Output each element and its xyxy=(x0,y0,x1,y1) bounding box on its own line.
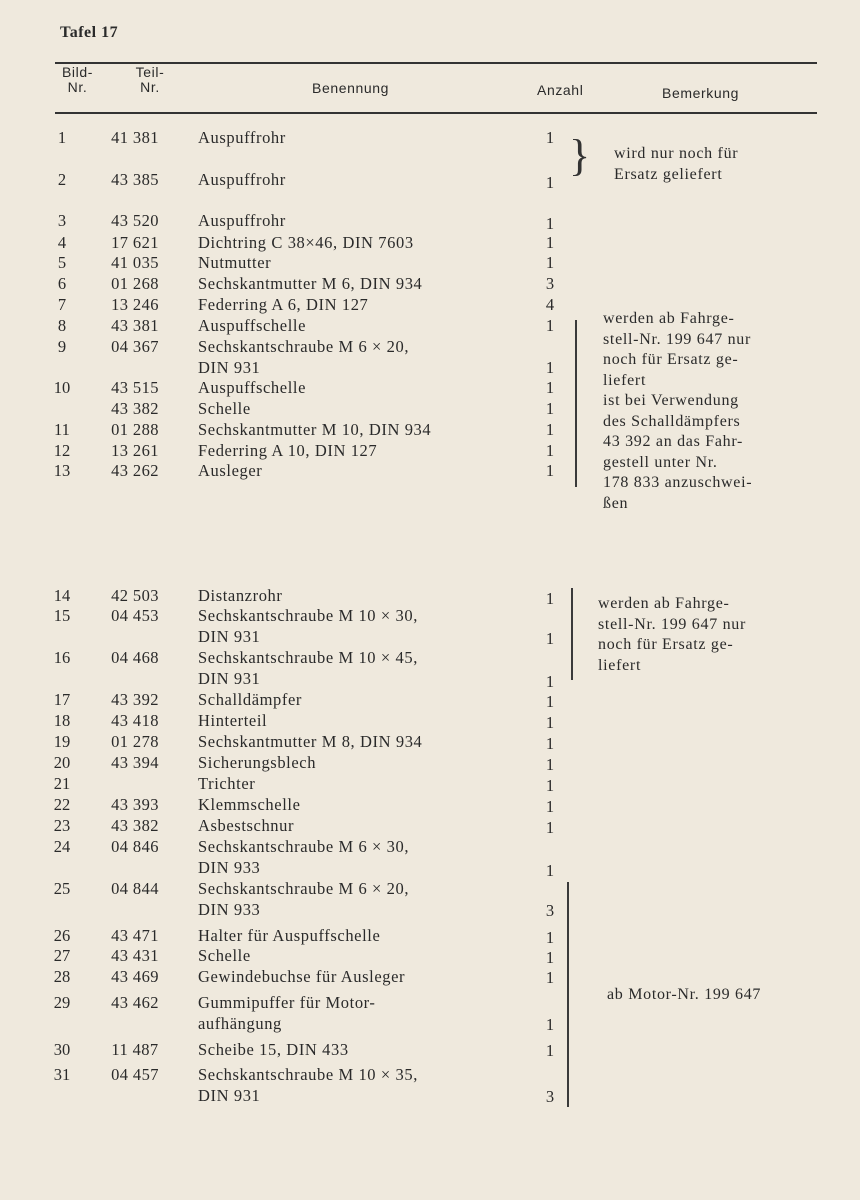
header-anzahl: Anzahl xyxy=(537,82,584,98)
remark-line: liefert xyxy=(603,371,647,389)
remark-line: werden ab Fahrge- xyxy=(598,595,730,612)
anzahl: 1 xyxy=(545,173,555,192)
bild-nr: 25 xyxy=(53,879,71,898)
teil-nr: 04 846 xyxy=(111,837,159,856)
name-line2: DIN 931 xyxy=(198,627,261,646)
anzahl: 1 xyxy=(545,928,555,947)
bild-nr: 10 xyxy=(53,378,71,397)
bild-nr: 23 xyxy=(53,816,71,835)
bild-nr: 9 xyxy=(57,337,67,356)
teil-nr: 43 462 xyxy=(111,993,159,1012)
teil-nr: 04 453 xyxy=(111,606,159,625)
remark-block xyxy=(603,309,815,514)
bild-nr: 13 xyxy=(53,461,71,480)
teil-nr: 43 520 xyxy=(111,211,159,230)
anzahl: 1 xyxy=(545,378,555,397)
name-line1: Trichter xyxy=(198,774,256,793)
anzahl: 1 xyxy=(545,672,555,691)
header-benennung: Benennung xyxy=(312,80,390,96)
anzahl: 1 xyxy=(545,399,555,418)
teil-nr: 04 367 xyxy=(111,337,159,356)
remark-line: stell-Nr. 199 647 nur xyxy=(598,615,747,633)
anzahl: 1 xyxy=(545,734,555,753)
anzahl: 1 xyxy=(545,797,555,816)
benennung xyxy=(198,252,498,273)
benennung xyxy=(198,377,498,398)
benennung xyxy=(198,1039,498,1060)
benennung xyxy=(198,731,498,752)
bild-nr: 31 xyxy=(53,1065,71,1084)
teil-nr: 42 503 xyxy=(111,586,159,605)
remark-block xyxy=(598,594,808,676)
teil-nr: 43 385 xyxy=(111,170,159,189)
anzahl: 1 xyxy=(545,358,555,377)
bild-nr: 2 xyxy=(57,170,67,189)
remark-line: wird nur noch für xyxy=(614,145,739,162)
remark-line: ßen xyxy=(603,494,629,512)
teil-nr: 43 382 xyxy=(111,816,159,835)
benennung xyxy=(198,794,498,815)
benennung xyxy=(198,878,498,920)
name-line1: Sechskantschraube M 6 × 30, xyxy=(198,837,410,856)
name-line1: Gewindebuchse für Ausleger xyxy=(198,967,406,986)
benennung xyxy=(198,773,498,794)
benennung xyxy=(198,336,498,378)
benennung xyxy=(198,169,498,190)
header-teil-nr xyxy=(125,65,175,95)
bild-nr: 29 xyxy=(53,993,71,1012)
teil-nr: 43 262 xyxy=(111,461,159,480)
name-line1: Auspuffrohr xyxy=(198,211,286,230)
remark-line: liefert xyxy=(598,656,642,674)
top-rule xyxy=(55,62,817,64)
remark-line: gestell unter Nr. xyxy=(603,453,718,471)
benennung xyxy=(198,273,498,294)
name-line1: Auspuffrohr xyxy=(198,128,286,147)
benennung xyxy=(198,398,498,419)
anzahl: 1 xyxy=(545,420,555,439)
benennung xyxy=(198,992,498,1034)
name-line1: Auspuffschelle xyxy=(198,316,306,335)
table-row xyxy=(0,878,860,920)
name-line1: Sicherungsblech xyxy=(198,753,317,772)
benennung xyxy=(198,710,498,731)
teil-nr: 43 515 xyxy=(111,378,159,397)
group-brace: } xyxy=(569,131,591,180)
teil-nr: 43 471 xyxy=(111,926,159,945)
bild-nr: 4 xyxy=(57,233,67,252)
group-bar xyxy=(575,320,577,487)
teil-nr: 43 392 xyxy=(111,690,159,709)
bild-nr: 1 xyxy=(57,128,67,147)
benennung xyxy=(198,836,498,878)
name-line1: Asbestschnur xyxy=(198,816,295,835)
remark-line: stell-Nr. 199 647 nur xyxy=(603,330,752,348)
anzahl: 1 xyxy=(545,1015,555,1034)
bild-nr: 5 xyxy=(57,253,67,272)
bild-nr: 17 xyxy=(53,690,71,709)
bild-nr: 28 xyxy=(53,967,71,986)
group-bar xyxy=(567,882,569,1107)
bild-nr: 6 xyxy=(57,274,67,293)
benennung xyxy=(198,925,498,946)
bild-nr: 8 xyxy=(57,316,67,335)
header-bild-nr xyxy=(55,65,100,95)
name-line1: Schelle xyxy=(198,946,251,965)
name-line1: Klemmschelle xyxy=(198,795,301,814)
benennung xyxy=(198,585,498,606)
anzahl: 1 xyxy=(545,589,555,608)
teil-nr: 04 844 xyxy=(111,879,159,898)
benennung xyxy=(198,689,498,710)
teil-nr: 13 261 xyxy=(111,441,159,460)
anzahl: 1 xyxy=(545,776,555,795)
benennung xyxy=(198,647,498,689)
teil-nr: 04 457 xyxy=(111,1065,159,1084)
teil-nr: 43 393 xyxy=(111,795,159,814)
benennung xyxy=(198,419,498,440)
name-line2: DIN 931 xyxy=(198,669,261,688)
anzahl: 3 xyxy=(545,274,555,293)
anzahl: 1 xyxy=(545,316,555,335)
header-bild-line1: Bild- xyxy=(61,64,93,80)
teil-nr: 04 468 xyxy=(111,648,159,667)
anzahl: 1 xyxy=(545,948,555,967)
benennung xyxy=(198,752,498,773)
remark-line: 178 833 anzuschwei- xyxy=(603,474,753,491)
bild-nr: 16 xyxy=(53,648,71,667)
name-line1: Scheibe 15, DIN 433 xyxy=(198,1040,349,1059)
teil-nr: 43 469 xyxy=(111,967,159,986)
name-line1: Federring A 10, DIN 127 xyxy=(198,441,378,460)
anzahl: 1 xyxy=(545,861,555,880)
remark-line: des Schalldämpfers xyxy=(603,412,741,430)
benennung xyxy=(198,315,498,336)
name-line1: Sechskantschraube M 6 × 20, xyxy=(198,879,410,898)
bild-nr: 22 xyxy=(53,795,71,814)
anzahl: 1 xyxy=(545,233,555,252)
remark-line: 43 392 an das Fahr- xyxy=(603,433,744,450)
anzahl: 3 xyxy=(545,901,555,920)
header-bemerkung: Bemerkung xyxy=(662,85,739,101)
bild-nr: 11 xyxy=(54,420,70,439)
name-line1: Sechskantmutter M 8, DIN 934 xyxy=(198,732,423,751)
name-line1: Dichtring C 38×46, DIN 7603 xyxy=(198,233,414,252)
header-teil-line2: Nr. xyxy=(140,79,160,95)
name-line1: Schelle xyxy=(198,399,251,418)
header-teil-line1: Teil- xyxy=(135,64,165,80)
anzahl: 1 xyxy=(545,755,555,774)
name-line2: DIN 933 xyxy=(198,858,261,877)
benennung xyxy=(198,294,498,315)
teil-nr: 43 431 xyxy=(111,946,159,965)
anzahl: 4 xyxy=(545,295,555,314)
name-line1: Auspuffschelle xyxy=(198,378,306,397)
benennung xyxy=(198,605,498,647)
name-line1: Distanzrohr xyxy=(198,586,283,605)
remark-block xyxy=(607,985,761,1006)
benennung xyxy=(198,440,498,461)
name-line1: Halter für Auspuffschelle xyxy=(198,926,381,945)
anzahl: 1 xyxy=(545,713,555,732)
teil-nr: 41 381 xyxy=(111,128,159,147)
anzahl: 1 xyxy=(545,128,555,147)
name-line1: Sechskantschraube M 10 × 35, xyxy=(198,1065,418,1084)
benennung xyxy=(198,232,498,253)
name-line1: Federring A 6, DIN 127 xyxy=(198,295,369,314)
remark-line: werden ab Fahrge- xyxy=(603,310,735,327)
name-line2: aufhängung xyxy=(198,1014,282,1033)
name-line1: Sechskantschraube M 6 × 20, xyxy=(198,337,410,356)
bild-nr: 15 xyxy=(53,606,71,625)
name-line1: Ausleger xyxy=(198,461,263,480)
teil-nr: 43 394 xyxy=(111,753,159,772)
table-row xyxy=(0,836,860,878)
bild-nr: 21 xyxy=(53,774,71,793)
name-line2: DIN 931 xyxy=(198,358,261,377)
benennung xyxy=(198,966,498,987)
remark-line: noch für Ersatz ge- xyxy=(598,636,734,653)
anzahl: 3 xyxy=(545,1087,555,1106)
benennung xyxy=(198,945,498,966)
remark-block xyxy=(614,144,738,185)
name-line2: DIN 933 xyxy=(198,900,261,919)
anzahl: 1 xyxy=(545,629,555,648)
remark-line: noch für Ersatz ge- xyxy=(603,351,739,368)
teil-nr: 13 246 xyxy=(111,295,159,314)
table-row xyxy=(0,1064,860,1106)
name-line1: Schalldämpfer xyxy=(198,690,303,709)
teil-nr: 01 288 xyxy=(111,420,159,439)
group-bar xyxy=(571,588,573,680)
plate-title: Tafel 17 xyxy=(60,24,119,41)
anzahl: 1 xyxy=(545,461,555,480)
bild-nr: 19 xyxy=(53,732,71,751)
remark-line: Ersatz geliefert xyxy=(614,165,723,183)
name-line1: Nutmutter xyxy=(198,253,272,272)
anzahl: 1 xyxy=(545,692,555,711)
bild-nr: 3 xyxy=(57,211,67,230)
teil-nr: 43 382 xyxy=(111,399,159,418)
bild-nr: 18 xyxy=(53,711,71,730)
header-bild-line2: Nr. xyxy=(67,79,88,95)
bild-nr: 30 xyxy=(53,1040,71,1059)
name-line1: Sechskantmutter M 6, DIN 934 xyxy=(198,274,423,293)
teil-nr: 17 621 xyxy=(111,233,159,252)
name-line1: Hinterteil xyxy=(198,711,268,730)
name-line1: Sechskantschraube M 10 × 30, xyxy=(198,606,418,625)
teil-nr: 11 487 xyxy=(111,1040,159,1059)
bild-nr: 14 xyxy=(53,586,71,605)
anzahl: 1 xyxy=(545,818,555,837)
name-line1: Sechskantschraube M 10 × 45, xyxy=(198,648,418,667)
bild-nr: 26 xyxy=(53,926,71,945)
bild-nr: 7 xyxy=(57,295,67,314)
teil-nr: 41 035 xyxy=(111,253,159,272)
anzahl: 1 xyxy=(545,968,555,987)
name-line2: DIN 931 xyxy=(198,1086,261,1105)
name-line1: Gummipuffer für Motor- xyxy=(198,993,376,1012)
bild-nr: 12 xyxy=(53,441,71,460)
remark-line: ist bei Verwendung xyxy=(603,392,739,409)
anzahl: 1 xyxy=(545,441,555,460)
bild-nr: 24 xyxy=(53,837,71,856)
name-line1: Sechskantmutter M 10, DIN 934 xyxy=(198,420,432,439)
teil-nr: 43 418 xyxy=(111,711,159,730)
teil-nr: 01 268 xyxy=(111,274,159,293)
header-rule xyxy=(55,112,817,114)
teil-nr: 43 381 xyxy=(111,316,159,335)
bild-nr: 20 xyxy=(53,753,71,772)
benennung xyxy=(198,127,498,148)
anzahl: 1 xyxy=(545,253,555,272)
benennung xyxy=(198,210,498,231)
anzahl: 1 xyxy=(545,214,555,233)
benennung xyxy=(198,460,498,481)
anzahl: 1 xyxy=(545,1041,555,1060)
benennung xyxy=(198,1064,498,1106)
remark-line: ab Motor-Nr. 199 647 xyxy=(607,986,762,1003)
name-line1: Auspuffrohr xyxy=(198,170,286,189)
bild-nr: 27 xyxy=(53,946,71,965)
teil-nr: 01 278 xyxy=(111,732,159,751)
benennung xyxy=(198,815,498,836)
